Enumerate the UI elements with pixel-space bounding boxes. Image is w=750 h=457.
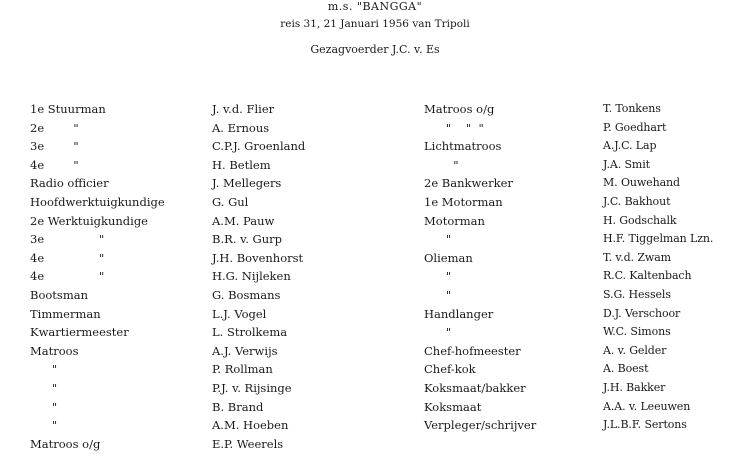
crew-rank: Hoofdwerktuigkundige xyxy=(30,194,165,209)
crew-rank: Matroos o/g xyxy=(30,436,101,451)
crew-rank: 1e Motorman xyxy=(424,194,503,209)
crew-rank: Chef-hofmeester xyxy=(424,343,521,358)
crew-name: E.P. Weerels xyxy=(212,436,284,451)
crew-name: J.H. Bovenhorst xyxy=(212,250,304,265)
crew-name: H.F. Tiggelman Lzn. xyxy=(603,232,714,246)
crew-rank: Lichtmatroos xyxy=(424,139,502,154)
crew-name: H. Godschalk xyxy=(603,213,677,227)
voyage-line: reis 31, 21 Januari 1956 van Tripoli xyxy=(280,18,470,30)
crew-name: C.P.J. Groenland xyxy=(212,139,306,154)
crew-name: A.M. Pauw xyxy=(212,213,275,228)
crew-rank: 3e " xyxy=(30,232,105,247)
crew-rank: Chef-kok xyxy=(424,362,476,377)
crew-rank: " xyxy=(424,325,452,340)
crew-rank: Handlanger xyxy=(424,306,494,321)
crew-rank: 1e Stuurman xyxy=(30,102,106,116)
crew-name: D.J. Verschoor xyxy=(603,306,681,320)
crew-rank: 4e " xyxy=(30,269,105,284)
crew-rank: " xyxy=(30,380,58,395)
crew-name: T. Tonkens xyxy=(603,102,661,115)
crew-name: P.J. v. Rijsinge xyxy=(212,380,292,395)
rank-column-right xyxy=(424,100,599,435)
crew-rank: " xyxy=(30,418,58,433)
crew-rank: 4e " xyxy=(30,250,105,265)
crew-rank: 2e Bankwerker xyxy=(424,176,513,191)
crew-rank: Radio officier xyxy=(30,176,109,191)
crew-rank: Matroos xyxy=(30,343,79,358)
crew-name: G. Bosmans xyxy=(212,287,281,302)
crew-rank: " " " xyxy=(424,120,484,135)
crew-name: H.G. Nijleken xyxy=(212,269,291,284)
crew-rank: Bootsman xyxy=(30,287,88,302)
crew-rank: 4e " xyxy=(30,157,79,172)
crew-rank: Koksmaat/bakker xyxy=(424,380,526,395)
crew-name: A. Ernous xyxy=(212,120,270,135)
crew-rank: 2e Werktuigkundige xyxy=(30,213,148,228)
crew-name: M. Ouwehand xyxy=(603,176,680,190)
crew-name: T. v.d. Zwam xyxy=(603,250,672,264)
crew-rank: 3e " xyxy=(30,139,79,154)
crew-rank: " xyxy=(424,287,452,302)
crew-name: G. Gul xyxy=(212,194,249,209)
crew-rank: 2e " xyxy=(30,120,79,135)
crew-rank: " xyxy=(424,232,452,247)
crew-name: B.R. v. Gurp xyxy=(212,232,282,247)
crew-name: J. v.d. Flier xyxy=(212,102,275,116)
captain-line: Gezagvoerder J.C. v. Es xyxy=(310,43,440,56)
crew-rank: " xyxy=(30,362,58,377)
crew-rank: " xyxy=(30,399,58,414)
crew-name: P. Rollman xyxy=(212,362,273,377)
crew-name: J. Mellegers xyxy=(212,176,282,191)
crew-name: A.A. v. Leeuwen xyxy=(603,399,691,413)
crew-name: A.M. Hoeben xyxy=(212,418,289,433)
crew-rank: Motorman xyxy=(424,213,485,228)
crew-name: L.J. Vogel xyxy=(212,306,267,321)
crew-name: S.G. Hessels xyxy=(603,287,671,301)
crew-rank: Olieman xyxy=(424,250,473,265)
crew-name: A. Boest xyxy=(603,362,649,376)
crew-name: H. Betlem xyxy=(212,157,271,172)
crew-name: J.A. Smit xyxy=(603,157,650,171)
crew-rank: " xyxy=(424,269,452,284)
crew-name: A. v. Gelder xyxy=(603,343,667,357)
crew-name: J.C. Bakhout xyxy=(603,194,671,208)
crew-name: J.H. Bakker xyxy=(603,380,666,394)
crew-name: L. Strolkema xyxy=(212,325,288,340)
crew-name: W.C. Simons xyxy=(603,325,671,339)
crew-rank: " xyxy=(424,157,459,172)
crew-name: A.J.C. Lap xyxy=(603,139,657,153)
crew-rank: Matroos o/g xyxy=(424,102,495,116)
ship-name: m.s. "BANGGA" xyxy=(327,0,423,13)
name-column-left xyxy=(212,100,417,453)
crew-name: R.C. Kaltenbach xyxy=(603,269,692,283)
rank-column-left xyxy=(30,100,205,453)
crew-name: B. Brand xyxy=(212,399,264,414)
crew-name: A.J. Verwijs xyxy=(212,343,278,358)
crew-rank: Timmerman xyxy=(30,306,101,321)
crew-name: J.L.B.F. Sertons xyxy=(603,418,687,432)
name-column-right xyxy=(603,100,748,435)
crew-rank: Koksmaat xyxy=(424,399,482,414)
crew-rank: Kwartiermeester xyxy=(30,325,129,340)
crew-rank: Verpleger/schrijver xyxy=(424,418,537,433)
crew-name: P. Goedhart xyxy=(603,120,667,134)
